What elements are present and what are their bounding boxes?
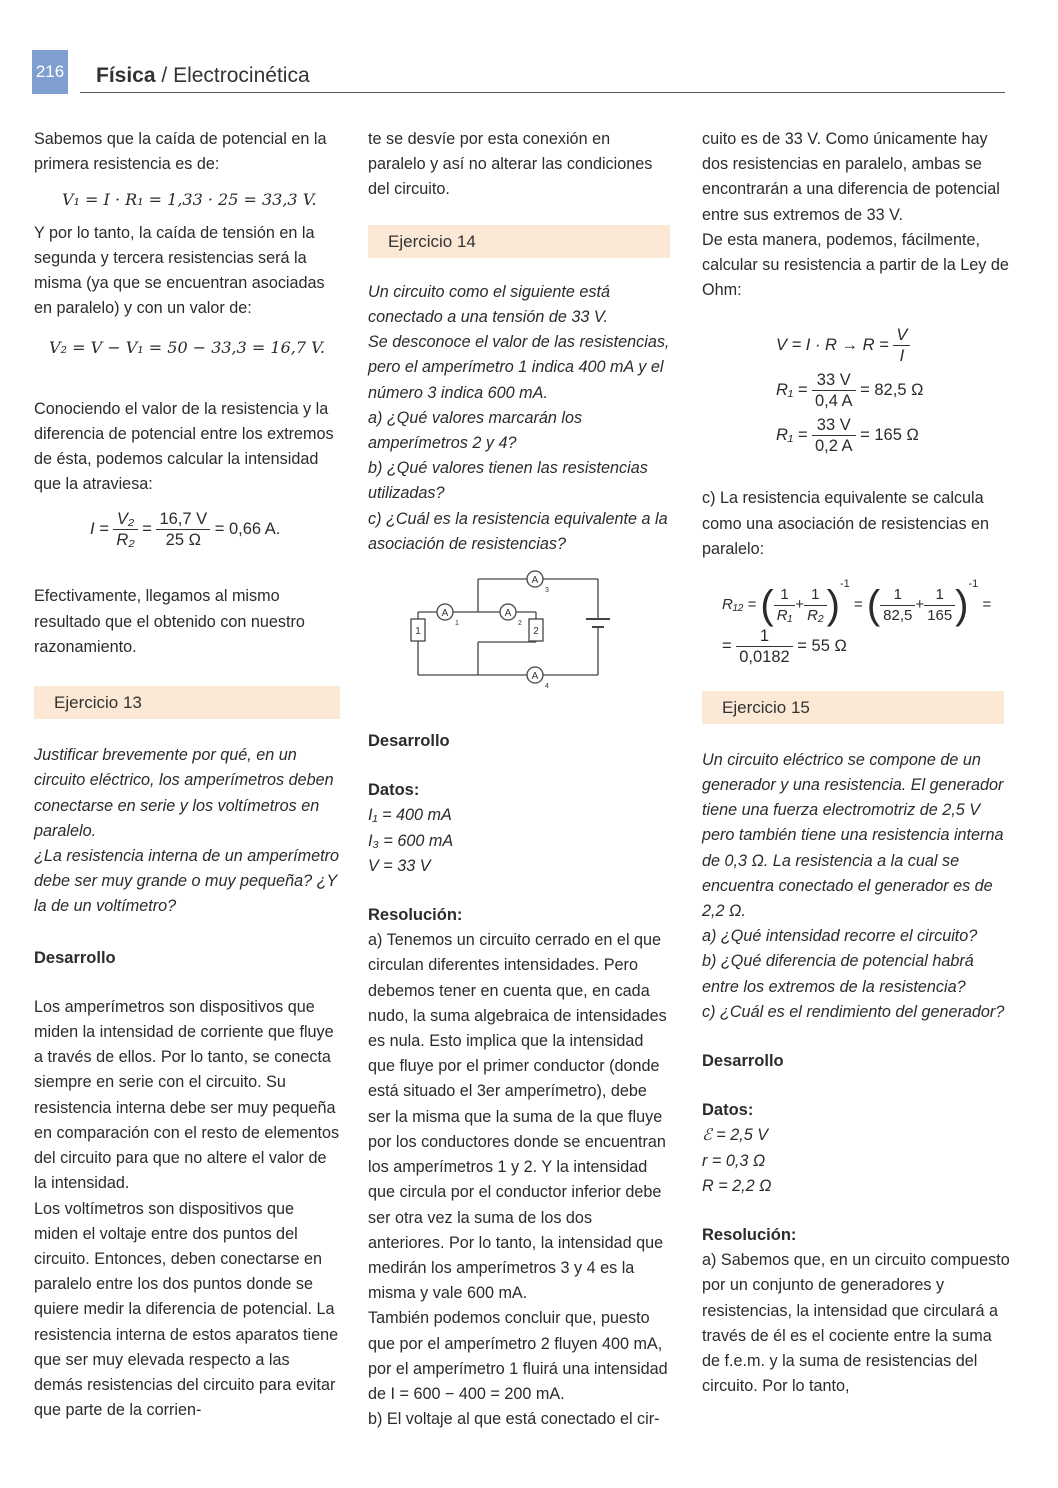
numerator: 1	[804, 585, 827, 606]
fraction	[736, 626, 792, 667]
column-1	[34, 127, 340, 1423]
paragraph: Los amperímetros son dispositivos que miden la intensidad de corriente que fluye a través de ellos. Por lo tanto, se conecta siempre en serie con el circuito. Su resistencia interna debe ser muy pequeña en comparación con el resto de elementos del circuito para que no altere el valor de la intensidad.	[34, 997, 340, 1193]
fraction	[880, 585, 915, 626]
resistor-1-label: 1	[415, 626, 421, 638]
section-desarrollo: Desarrollo	[368, 732, 450, 751]
page-number: 216	[32, 50, 68, 94]
paren-open: (	[760, 583, 774, 628]
formula-ohm	[776, 325, 1012, 366]
ammeter-4-sub: 4	[545, 683, 549, 691]
denominator: R₁	[776, 606, 793, 624]
exercise-13-title: Ejercicio 13	[34, 686, 340, 719]
exercise-13-question: Justificar brevemente por qué, en un circuito eléctrico, los amperímetros deben conectarse en serie y los voltímetros en paralelo.	[34, 746, 334, 840]
exponent: -1	[968, 578, 979, 591]
data-item: I₃ = 600 mA	[368, 831, 454, 850]
formula-v1: V₁ = I · R₁ = 1,33 · 25 = 33,3 V.	[62, 190, 317, 210]
exercise-15-question: Un circuito eléctrico se compone de un generador y una resistencia. El generador tiene una fuerza electromotriz de 2,5 V pero también tiene una resistencia interna de 0,3 Ω. La resistencia a la cual se encuentra conectado el generador es de 2,2 Ω.	[702, 750, 1004, 920]
paren-close: )	[826, 583, 840, 628]
formula-r2	[776, 415, 1012, 456]
section-resolucion: Resolución:	[368, 906, 463, 925]
data-item: V = 33 V	[368, 856, 431, 875]
exercise-14-question: b) ¿Qué valores tienen las resistencias utilizadas?	[368, 459, 648, 503]
fraction	[812, 415, 856, 456]
equals: =	[982, 596, 992, 614]
paragraph: b) El voltaje al que está conectado el cir-	[368, 1410, 660, 1429]
ammeter-1-label: A	[441, 608, 449, 620]
paragraph: Y por lo tanto, la caída de tensión en la segunda y tercera resistencias será la misma (ya que se encuentran asociadas en paralelo) y con un valor de:	[34, 223, 325, 318]
paren-close: )	[955, 583, 969, 628]
formula-r12-result	[722, 626, 1012, 667]
formula-result: = 82,5 Ω	[860, 381, 924, 400]
denominator: 0,0182	[739, 647, 790, 666]
fraction	[156, 509, 210, 550]
denominator: R₂	[116, 531, 135, 550]
formula-lhs: R₁ =	[776, 381, 808, 400]
ammeter-2-label: A	[504, 608, 512, 620]
numerator: 33 V	[812, 415, 856, 436]
header-topic: Electrocinética	[173, 64, 310, 87]
ammeter-3-label: A	[531, 575, 539, 587]
section-datos: Datos:	[702, 1101, 754, 1120]
fraction	[893, 325, 910, 366]
formula-r12	[722, 572, 1012, 626]
section-resolucion: Resolución:	[702, 1226, 797, 1245]
fraction	[804, 585, 827, 626]
plus: +	[795, 596, 805, 614]
header-rule	[80, 92, 1005, 93]
fraction	[924, 585, 955, 626]
paragraph: De esta manera, podemos, fácilmente, calcular su resistencia a partir de la Ley de Ohm:	[702, 230, 1009, 300]
header-separator: /	[155, 64, 174, 87]
equals: =	[853, 596, 863, 614]
paragraph: Conociendo el valor de la resistencia y la diferencia de potencial entre los extremos de ésta, podemos calcular la intensidad que la atraviesa:	[34, 399, 334, 494]
fraction	[774, 585, 796, 626]
numerator: 1	[924, 585, 955, 606]
data-item: R = 2,2 Ω	[702, 1176, 772, 1195]
exponent: -1	[839, 578, 850, 591]
exercise-15-question: c) ¿Cuál es el rendimiento del generador?	[702, 1002, 1005, 1021]
numerator: V	[893, 325, 910, 346]
formula-intensity	[90, 509, 340, 550]
paragraph: cuito es de 33 V. Como únicamente hay dos resistencias en paralelo, ambas se encontrarán a una diferencia de potencial entre sus extremos de 33 V.	[702, 130, 1000, 224]
numerator: 1	[736, 626, 792, 647]
exercise-14-title: Ejercicio 14	[368, 225, 670, 258]
data-item: r = 0,3 Ω	[702, 1151, 766, 1170]
denominator: I	[899, 347, 905, 366]
numerator: 33 V	[812, 370, 856, 391]
ammeter-2-sub: 2	[518, 620, 522, 628]
denominator: 0,4 A	[814, 392, 853, 411]
column-2	[368, 127, 670, 1432]
formula-lhs: I =	[90, 520, 109, 539]
exercise-14-question: c) ¿Cuál es la resistencia equivalente a la asociación de resistencias?	[368, 509, 668, 553]
section-desarrollo: Desarrollo	[34, 948, 116, 967]
denominator: R₂	[807, 606, 824, 624]
denominator: 82,5	[883, 606, 913, 624]
section-desarrollo: Desarrollo	[702, 1052, 784, 1070]
denominator: 165	[927, 606, 953, 624]
numerator: V₂	[113, 509, 137, 530]
equals: =	[142, 520, 152, 539]
resistor-2-label: 2	[533, 626, 539, 638]
circuit-diagram	[368, 567, 670, 697]
formula-lhs: R₁ =	[776, 426, 808, 445]
data-item: ℰ = 2,5 V	[702, 1126, 769, 1145]
paragraph: Efectivamente, llegamos al mismo resultado que el obtenido con nuestro razonamiento.	[34, 587, 305, 656]
fraction	[113, 509, 137, 550]
denominator: 25 Ω	[165, 531, 201, 550]
ammeter-3-sub: 3	[545, 587, 549, 595]
numerator: 16,7 V	[156, 509, 210, 530]
data-item: I₁ = 400 mA	[368, 806, 452, 825]
formula-v2: V₂ = V − V₁ = 50 − 33,3 = 16,7 V.	[49, 338, 325, 358]
denominator: 0,2 A	[814, 437, 853, 456]
numerator: 1	[774, 585, 796, 606]
formula-lhs: V = I · R → R =	[776, 336, 889, 355]
formula-result: = 55 Ω	[797, 636, 847, 655]
column-3	[702, 127, 1012, 1399]
exercise-15-question: a) ¿Qué intensidad recorre el circuito?	[702, 927, 978, 946]
exercise-14-question: Se desconoce el valor de las resistencias, pero el amperímetro 1 indica 400 mA y el número 3 indica 600 mA.	[368, 333, 670, 402]
section-datos: Datos:	[368, 781, 420, 800]
paragraph: te se desvíe por esta conexión en paralelo y así no alterar las condiciones del circuito.	[368, 130, 653, 199]
fraction	[812, 370, 856, 411]
paragraph: c) La resistencia equivalente se calcula como una asociación de resistencias en paralelo:	[702, 489, 990, 558]
exercise-13-question: ¿La resistencia interna de un amperímetro debe ser muy grande o muy pequeña? ¿Y la de un voltímetro?	[34, 847, 340, 916]
ammeter-4-label: A	[531, 671, 539, 683]
formula-result: = 0,66 A.	[214, 520, 281, 539]
formula-lhs: R₁₂ =	[722, 596, 757, 614]
paragraph: a) Tenemos un circuito cerrado en el que circulan diferentes intensidades. Pero debemos tener en cuenta que, en cada nudo, la suma algebraica de intensidades es nula. Esto implica que la intensidad que fluye por el primer conductor (donde está situado el 3er amperímetro), debe ser la misma que la suma de la que fluye por los conductores donde se encuentran los amperímetros 1 y 2. Y la intensidad que circula por el conductor inferior debe ser otra vez la suma de los dos anteriores. Por lo tanto, la intensidad que medirán los amperímetros 3 y 4 es la misma y vale 600 mA.	[368, 931, 667, 1303]
paragraph: a) Sabemos que, en un circuito compuesto por un conjunto de generadores y resistencias, la intensidad que circulará a través de él es el cociente entre la suma de f.e.m. y la suma de resistencias del circuito. Por lo tanto,	[702, 1251, 1010, 1396]
plus: +	[915, 596, 925, 614]
exercise-14-question: a) ¿Qué valores marcarán los amperímetros 2 y 4?	[368, 408, 583, 453]
formula-result: = 165 Ω	[860, 426, 919, 445]
exercise-15-title: Ejercicio 15	[702, 691, 1004, 724]
paragraph: Los voltímetros son dispositivos que miden el voltaje entre dos puntos del circuito. Entonces, deben conectarse en paralelo entre los dos puntos donde se quiere medir la diferencia de potencial. La resistencia interna de estos aparatos tiene que ser muy elevada respecto a las demás resistencias del circuito para evitar que parte de la corrien-	[34, 1199, 339, 1420]
formula-r1	[776, 370, 1012, 411]
paren-open: (	[866, 583, 881, 628]
numerator: 1	[880, 585, 915, 606]
exercise-15-question: b) ¿Qué diferencia de potencial habrá entre los extremos de la resistencia?	[702, 952, 974, 996]
page-header-title	[96, 64, 310, 88]
header-subject: Física	[96, 64, 156, 87]
ammeter-1-sub: 1	[455, 620, 459, 628]
paragraph: Sabemos que la caída de potencial en la primera resistencia es de:	[34, 130, 327, 174]
paragraph: También podemos concluir que, puesto que por el amperímetro 2 fluyen 400 mA, por el amperímetro 1 fluirá una intensidad de I = 600 − 400 = 200 mA.	[368, 1309, 668, 1403]
equals: =	[722, 636, 732, 655]
exercise-14-question: Un circuito como el siguiente está conectado a una tensión de 33 V.	[368, 282, 611, 327]
